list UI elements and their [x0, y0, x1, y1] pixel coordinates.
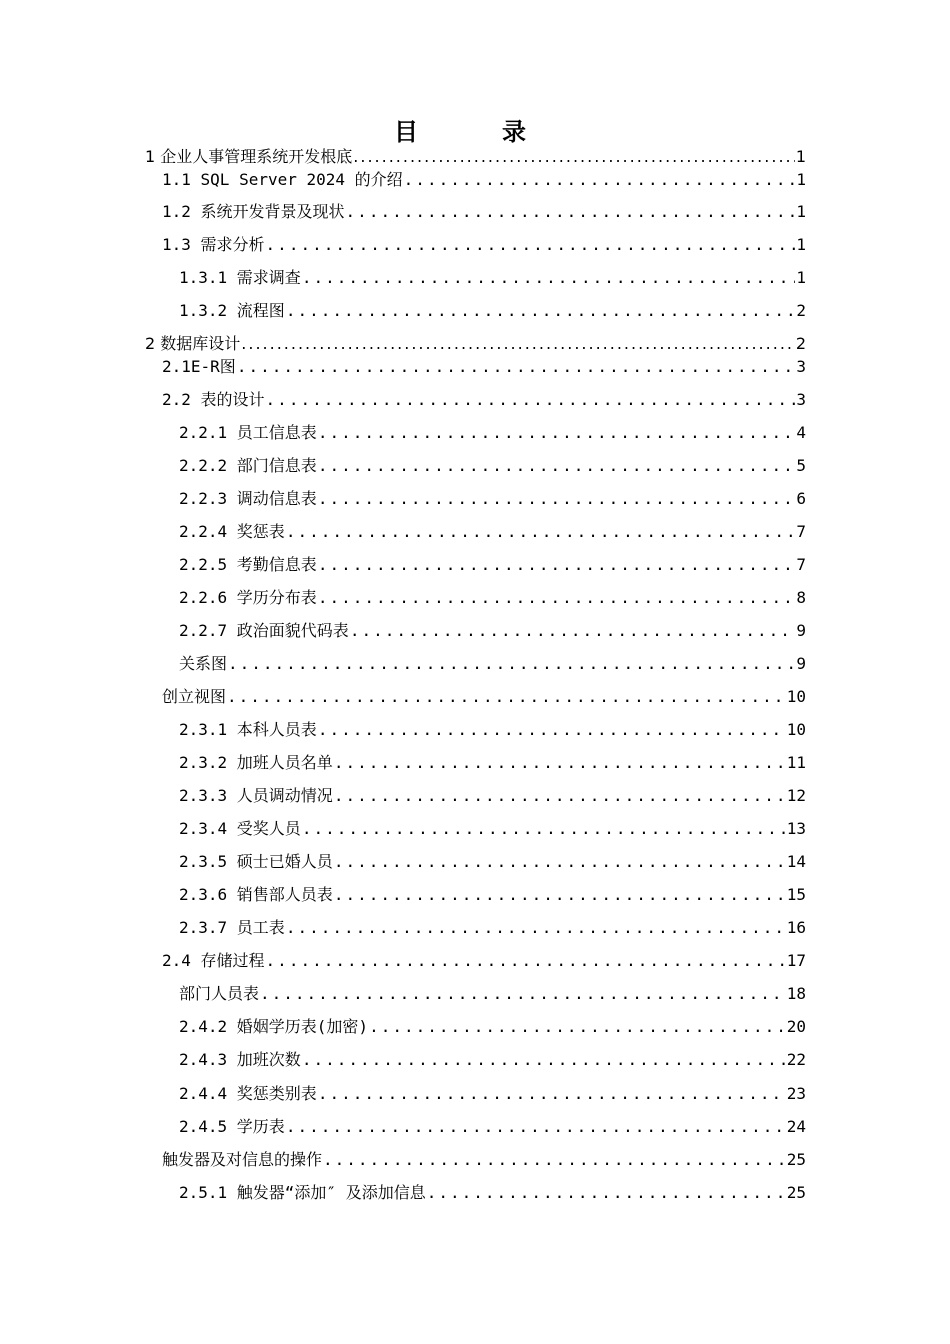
toc-entry-label: 2.3.2 加班人员名单	[179, 753, 333, 772]
toc-entry-page: 5	[796, 456, 806, 475]
toc-leader-dots	[318, 455, 796, 477]
toc-leader-dots	[302, 267, 796, 289]
toc-entry-label: 2.2.1 员工信息表	[179, 423, 317, 442]
toc-entry-page: 16	[786, 918, 806, 937]
toc-entry[interactable]	[179, 1049, 806, 1071]
toc-entry-page: 22	[786, 1050, 806, 1069]
toc-entry[interactable]	[179, 300, 806, 322]
toc-entry[interactable]	[179, 851, 806, 873]
toc-entry-page: 25	[786, 1150, 806, 1169]
toc-entry-page: 1	[796, 202, 806, 221]
toc-entry-page: 10	[786, 687, 806, 706]
toc-entry[interactable]	[162, 356, 806, 378]
toc-entry[interactable]	[179, 488, 806, 510]
toc-leader-dots	[286, 917, 786, 939]
toc-leader-dots	[318, 719, 786, 741]
toc-entry-page: 1	[796, 235, 806, 254]
toc-entry-label: 创立视图	[162, 687, 227, 706]
toc-leader-dots	[334, 884, 786, 906]
toc-leader-dots	[404, 169, 796, 191]
toc-leader-dots	[318, 1083, 786, 1105]
toc-entry-page: 24	[786, 1117, 806, 1136]
toc-leader-dots	[346, 201, 796, 223]
toc-entry-label: 2.4.2 婚姻学历表(加密)	[179, 1017, 369, 1036]
toc-entry[interactable]	[179, 1016, 806, 1038]
toc-entry[interactable]	[179, 422, 806, 444]
toc-entry[interactable]	[179, 1182, 806, 1204]
toc-leader-dots	[286, 1116, 786, 1138]
toc-entry-page: 14	[786, 852, 806, 871]
toc-leader-dots	[318, 587, 796, 609]
toc-leader-dots	[318, 422, 796, 444]
toc-entry[interactable]	[179, 785, 806, 807]
toc-entry-label: 2.2.5 考勤信息表	[179, 555, 317, 574]
toc-entry[interactable]	[179, 818, 806, 840]
toc-entry[interactable]	[179, 521, 806, 543]
toc-entry[interactable]	[179, 554, 806, 576]
toc-entry-label: 2.3.4 受奖人员	[179, 819, 301, 838]
toc-entry-page: 12	[786, 786, 806, 805]
toc-entry-page: 2	[795, 334, 806, 353]
toc-entry-page: 23	[786, 1084, 806, 1103]
toc-entry[interactable]	[179, 752, 806, 774]
toc-entry-page: 15	[786, 885, 806, 904]
toc-entry-page: 7	[796, 522, 806, 541]
toc-entry[interactable]	[179, 267, 806, 289]
toc-entry-label: 1 企业人事管理系统开发根底	[145, 147, 353, 166]
toc-entry-page: 18	[786, 984, 806, 1003]
toc-entry[interactable]	[162, 950, 806, 972]
toc-entry-page: 13	[786, 819, 806, 838]
toc-leader-dots	[227, 686, 786, 708]
toc-leader-dots	[353, 146, 795, 168]
toc-entry[interactable]	[162, 389, 806, 411]
toc-entry-label: 关系图	[179, 654, 228, 673]
toc-entry-label: 2.2 表的设计	[162, 390, 265, 409]
toc-leader-dots	[286, 300, 796, 322]
toc-entry[interactable]	[179, 455, 806, 477]
toc-leader-dots	[334, 752, 786, 774]
toc-entry[interactable]	[145, 333, 806, 355]
toc-entry-label: 部门人员表	[179, 984, 260, 1003]
toc-entry-page: 1	[795, 147, 806, 166]
toc-leader-dots	[237, 356, 796, 378]
toc-entry-label: 1.2 系统开发背景及现状	[162, 202, 345, 221]
toc-entry-page: 4	[796, 423, 806, 442]
toc-entry[interactable]	[179, 884, 806, 906]
toc-leader-dots	[241, 333, 795, 355]
toc-entry-label: 2.2.4 奖惩表	[179, 522, 285, 541]
toc-entry-label: 2.4.4 奖惩类别表	[179, 1084, 317, 1103]
toc-entry-label: 2 数据库设计	[145, 334, 241, 353]
toc-leader-dots	[266, 234, 796, 256]
toc-entry-label: 2.3.7 员工表	[179, 918, 285, 937]
toc-entry-label: 2.2.3 调动信息表	[179, 489, 317, 508]
toc-entry[interactable]	[145, 146, 806, 168]
toc-leader-dots	[350, 620, 796, 642]
toc-entry[interactable]	[179, 587, 806, 609]
toc-entry[interactable]	[162, 686, 806, 708]
toc-leader-dots	[260, 983, 786, 1005]
toc-entry-page: 2	[796, 301, 806, 320]
toc-entry[interactable]	[179, 1116, 806, 1138]
toc-leader-dots	[302, 818, 786, 840]
toc-entry-label: 2.4 存储过程	[162, 951, 265, 970]
toc-entry-label: 2.2.7 政治面貌代码表	[179, 621, 349, 640]
toc-entry-label: 2.4.3 加班次数	[179, 1050, 301, 1069]
toc-entry-label: 触发器及对信息的操作	[162, 1150, 323, 1169]
toc-entry-page: 7	[796, 555, 806, 574]
toc-entry-label: 2.1E-R图	[162, 357, 236, 376]
toc-entry[interactable]	[179, 719, 806, 741]
toc-entry-page: 3	[796, 357, 806, 376]
toc-entry-label: 1.1 SQL Server 2024 的介绍	[162, 170, 403, 189]
toc-entry-page: 8	[796, 588, 806, 607]
toc-entry-page: 20	[786, 1017, 806, 1036]
toc-leader-dots	[334, 785, 786, 807]
toc-entry-label: 2.2.2 部门信息表	[179, 456, 317, 475]
toc-entry[interactable]	[179, 653, 806, 675]
toc-leader-dots	[286, 521, 796, 543]
toc-leader-dots	[323, 1149, 786, 1171]
toc-entry-label: 2.5.1 触发器“添加″ 及添加信息	[179, 1183, 426, 1202]
toc-entry-page: 25	[786, 1183, 806, 1202]
toc-entry-page: 17	[786, 951, 806, 970]
toc-entry[interactable]	[162, 169, 806, 191]
toc-leader-dots	[228, 653, 795, 675]
toc-entry-label: 2.4.5 学历表	[179, 1117, 285, 1136]
toc-entry[interactable]	[179, 983, 806, 1005]
toc-entry-label: 2.3.6 销售部人员表	[179, 885, 333, 904]
toc-leader-dots	[318, 488, 796, 510]
toc-entry[interactable]	[162, 234, 806, 256]
toc-entry-label: 2.3.5 硕士已婚人员	[179, 852, 333, 871]
toc-entry[interactable]	[179, 917, 806, 939]
toc-entry-page: 11	[786, 753, 806, 772]
toc-entry-page: 10	[786, 720, 806, 739]
toc-entry-label: 1.3.1 需求调查	[179, 268, 301, 287]
toc-entry[interactable]	[179, 1083, 806, 1105]
toc-entry-label: 1.3 需求分析	[162, 235, 265, 254]
toc-entry-page: 6	[796, 489, 806, 508]
toc-entry-page: 9	[796, 654, 806, 673]
toc-leader-dots	[318, 554, 796, 576]
toc-entry-label: 2.2.6 学历分布表	[179, 588, 317, 607]
toc-entry-label: 2.3.3 人员调动情况	[179, 786, 333, 805]
toc-entry-label: 1.3.2 流程图	[179, 301, 285, 320]
toc-leader-dots	[266, 389, 796, 411]
toc-entry-page: 1	[796, 268, 806, 287]
toc-leader-dots	[334, 851, 786, 873]
toc-leader-dots	[302, 1049, 786, 1071]
toc-leader-dots	[266, 950, 786, 972]
toc-entry[interactable]	[162, 1149, 806, 1171]
toc-leader-dots	[369, 1016, 786, 1038]
toc-entry-label: 2.3.1 本科人员表	[179, 720, 317, 739]
toc-entry-page: 3	[796, 390, 806, 409]
toc-leader-dots	[427, 1182, 786, 1204]
toc-entry[interactable]	[179, 620, 806, 642]
toc-entry-page: 9	[796, 621, 806, 640]
toc-entry[interactable]	[162, 201, 806, 223]
toc-title: 目 录	[394, 118, 556, 146]
toc-entry-page: 1	[796, 170, 806, 189]
